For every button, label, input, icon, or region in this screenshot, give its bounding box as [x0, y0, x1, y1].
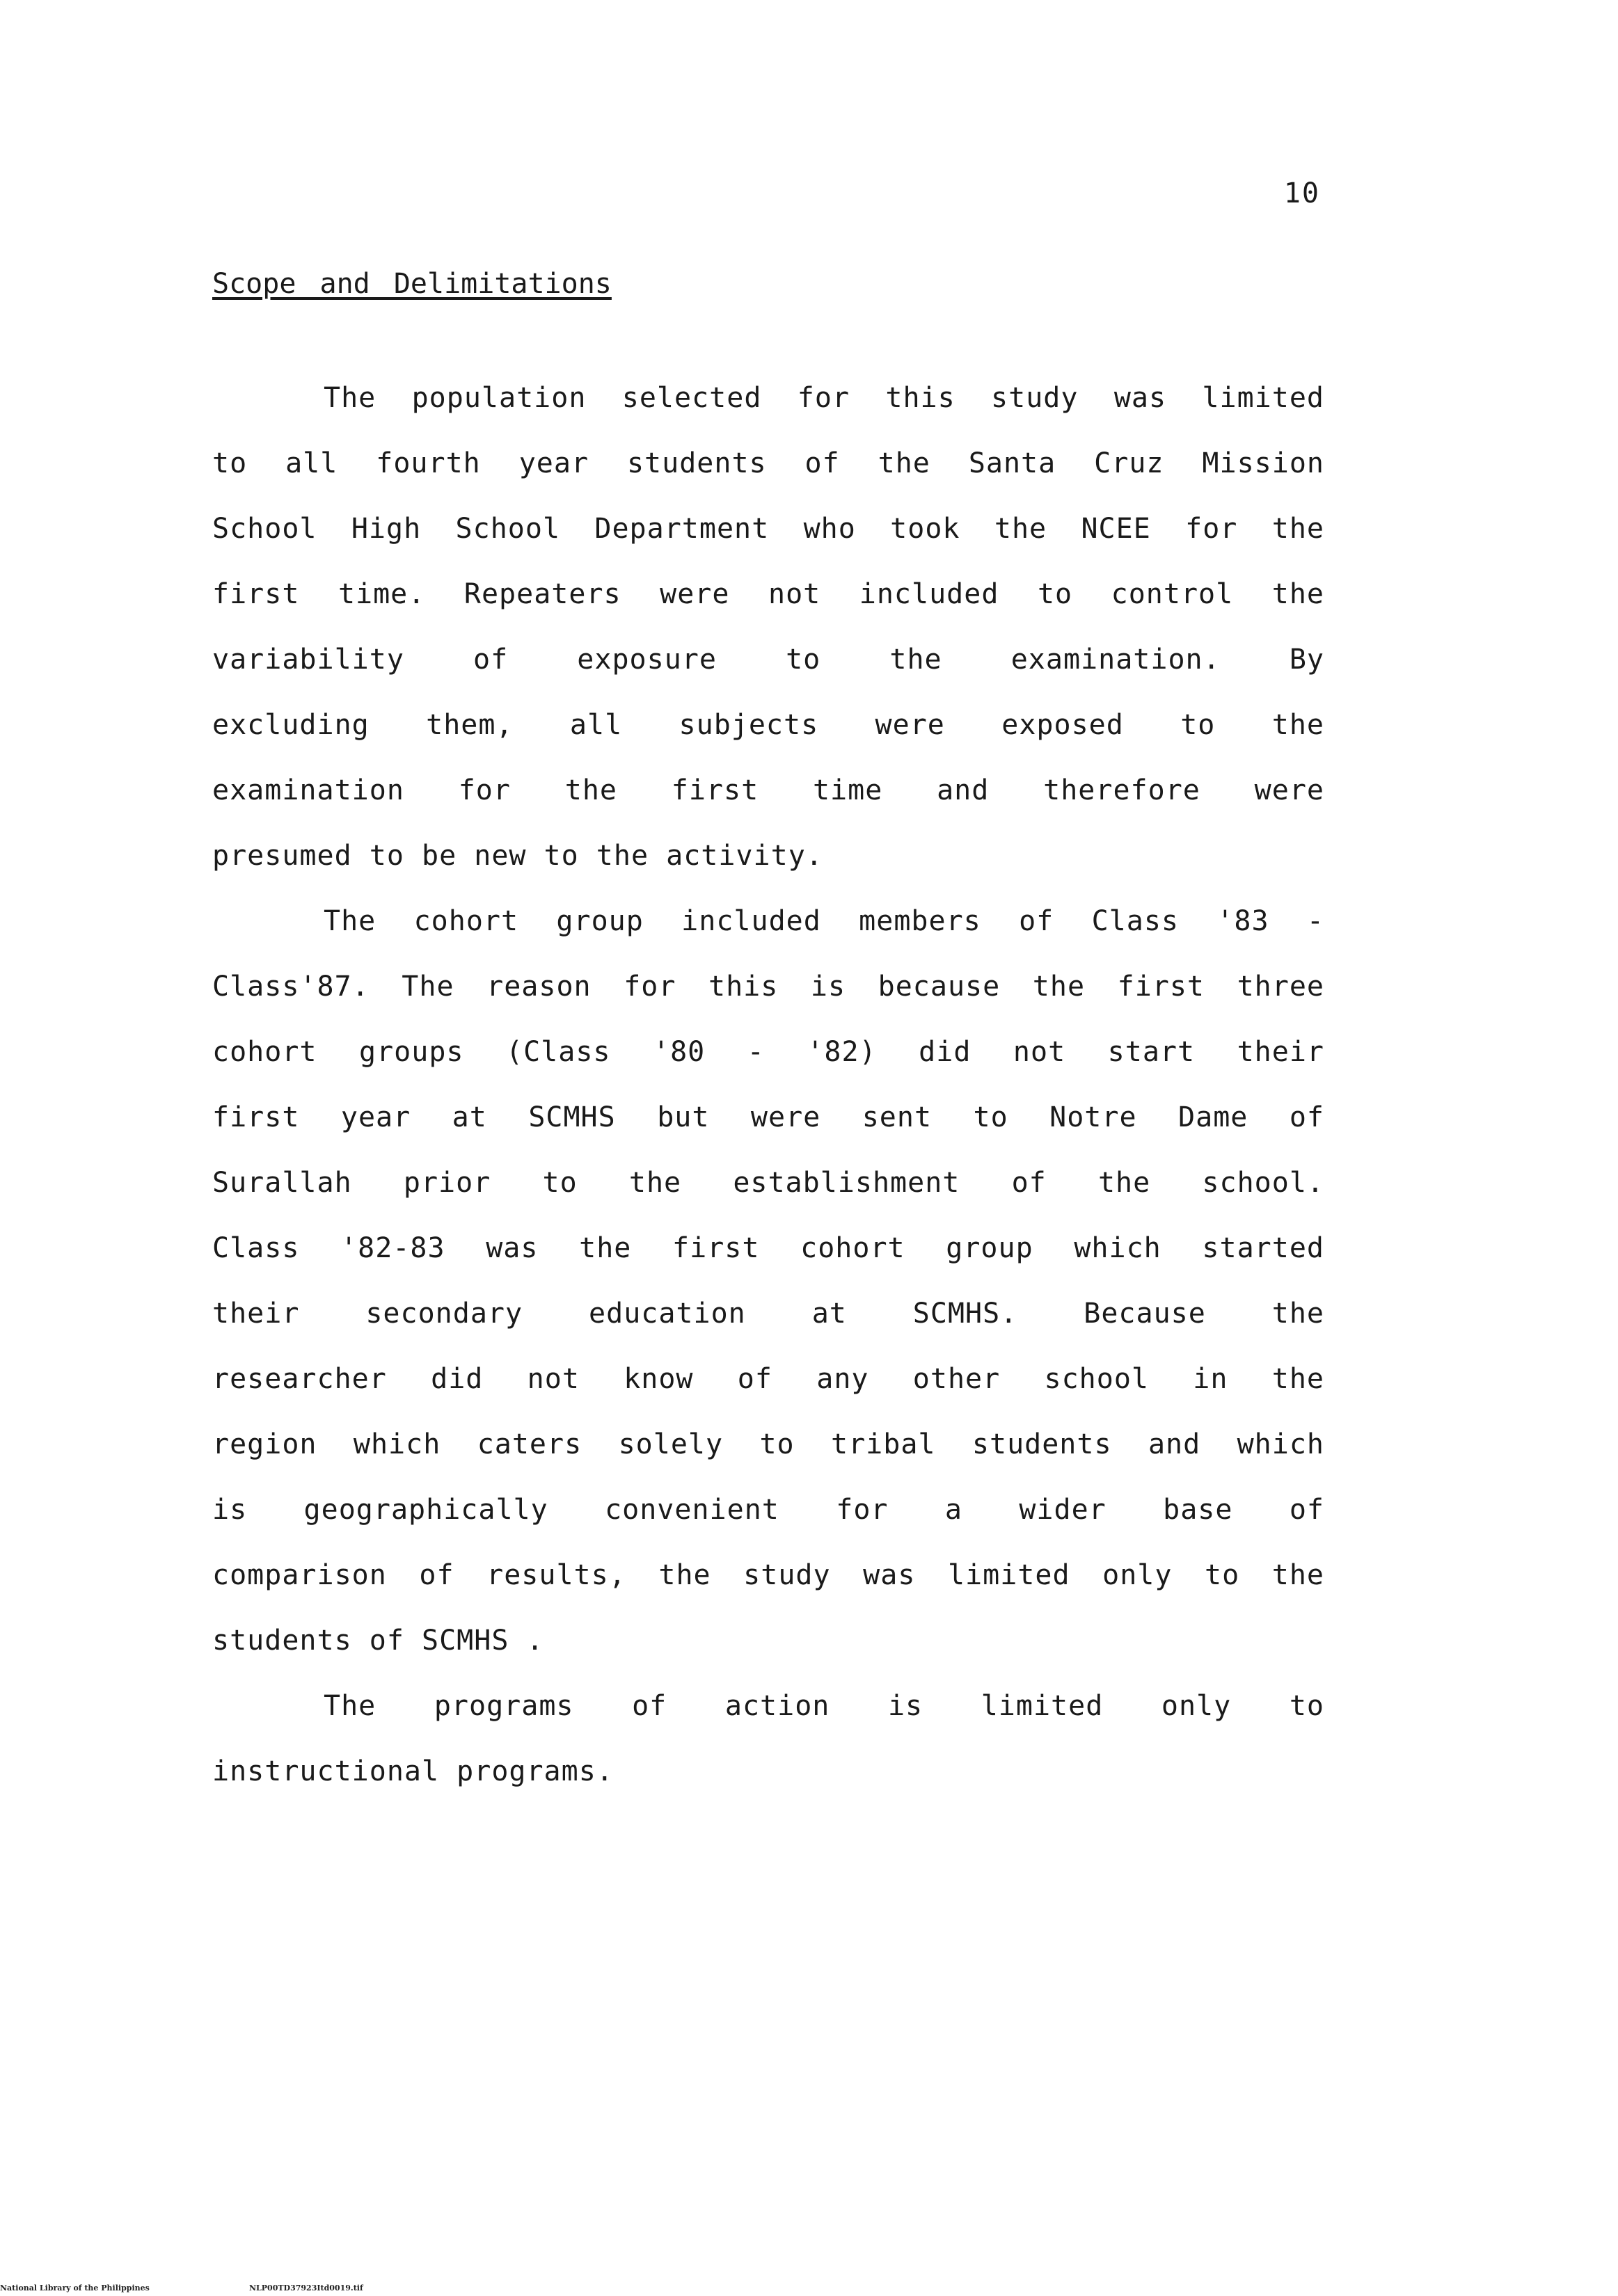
text-line: first year at SCMHS but were sent to Notre Dame of	[212, 1101, 1324, 1133]
text-line: The population selected for this study was limited	[324, 382, 1324, 414]
text-line: Class '82-83 was the first cohort group which started	[212, 1232, 1324, 1264]
text-line: their secondary education at SCMHS. Because the	[212, 1298, 1324, 1330]
text-line: region which caters solely to tribal students and which	[212, 1428, 1324, 1460]
text-line: researcher did not know of any other school in the	[212, 1363, 1324, 1395]
text-line: comparison of results, the study was limited only to the	[212, 1559, 1324, 1591]
section-heading: Scope and Delimitations	[212, 268, 612, 300]
text-line: Surallah prior to the establishment of the school.	[212, 1167, 1324, 1199]
text-line: cohort groups (Class '80 - '82) did not start their	[212, 1036, 1324, 1068]
text-line: variability of exposure to the examination. By	[212, 644, 1324, 676]
text-line: is geographically convenient for a wider base of	[212, 1494, 1324, 1526]
text-line: The cohort group included members of Class '83 -	[324, 905, 1324, 937]
text-line: examination for the first time and therefore were	[212, 774, 1324, 806]
text-line: presumed to be new to the activity.	[212, 840, 823, 872]
text-line: to all fourth year students of the Santa Cruz Mission	[212, 447, 1324, 479]
page-number: 10	[1283, 177, 1320, 209]
text-line: Class'87. The reason for this is because the first three	[212, 971, 1324, 1003]
text-line: School High School Department who took the NCEE for the	[212, 513, 1324, 545]
text-line: students of SCMHS .	[212, 1625, 544, 1657]
text-line: excluding them, all subjects were exposed to the	[212, 709, 1324, 741]
text-line: first time. Repeaters were not included to control the	[212, 578, 1324, 610]
text-line: The programs of action is limited only to	[324, 1690, 1324, 1722]
footer-library: National Library of the Philippines	[0, 2283, 150, 2293]
text-line: instructional programs.	[212, 1755, 614, 1787]
footer-filename: NLP00TD37923Itd0019.tif	[249, 2283, 363, 2293]
body-text	[212, 365, 1324, 1804]
